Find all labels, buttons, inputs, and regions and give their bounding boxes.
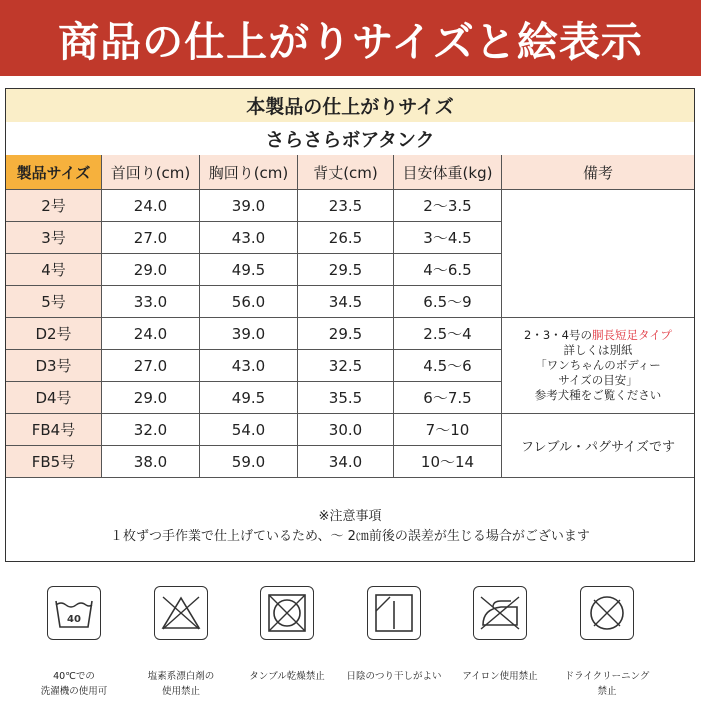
header-remarks: 備考 <box>502 155 694 190</box>
cell-neck: 33.0 <box>102 286 200 318</box>
cell-size: FB4号 <box>6 414 102 446</box>
care-label-dry-clean-1: ドライクリーニング <box>564 671 650 682</box>
table-title: 本製品の仕上がりサイズ <box>6 89 694 123</box>
care-label-bleach-2: 使用禁止 <box>161 686 200 697</box>
remarks-blank <box>502 190 694 318</box>
wash-temp-number: 40 <box>67 614 81 625</box>
no-bleach-icon <box>154 586 208 640</box>
care-label-bleach <box>126 669 236 699</box>
no-dry-clean-icon <box>580 586 634 640</box>
cell-back: 32.5 <box>298 350 394 382</box>
cell-neck: 29.0 <box>102 254 200 286</box>
cell-chest: 49.5 <box>200 382 298 414</box>
cell-size: 4号 <box>6 254 102 286</box>
header-back: 背丈(cm) <box>298 155 394 190</box>
care-label-wash-1: 40℃での <box>53 671 95 682</box>
cell-weight: 6.5〜9 <box>394 286 502 318</box>
notice <box>6 492 694 562</box>
notice-title: ※注意事項 <box>318 509 382 524</box>
cell-chest: 39.0 <box>200 190 298 222</box>
cell-weight: 6〜7.5 <box>394 382 502 414</box>
cell-weight: 4〜6.5 <box>394 254 502 286</box>
care-label-wash-2: 洗濯機の使用可 <box>40 686 108 697</box>
page-title: 商品の仕上がりサイズと絵表示 <box>58 17 643 66</box>
remarks-d-line5: 参考犬種をご覧ください <box>534 388 662 402</box>
product-name: さらさらボアタンク <box>6 122 694 156</box>
remarks-d-line4: サイズの目安」 <box>558 373 638 387</box>
care-label-tumble-1: タンブル乾燥禁止 <box>249 671 325 682</box>
cell-chest: 39.0 <box>200 318 298 350</box>
cell-back: 26.5 <box>298 222 394 254</box>
remarks-d-prefix: 2・3・4号の <box>524 328 592 342</box>
care-label-iron <box>445 669 555 684</box>
remarks-d-highlight: 胴長短足タイプ <box>592 328 672 342</box>
care-label-wash <box>19 669 129 699</box>
cell-chest: 43.0 <box>200 222 298 254</box>
no-iron-icon <box>473 586 527 640</box>
cell-back: 35.5 <box>298 382 394 414</box>
remarks-d-line3: 「ワンちゃんのボディー <box>535 358 661 372</box>
cell-size: 3号 <box>6 222 102 254</box>
care-label-tumble <box>232 669 342 684</box>
care-label-line-dry <box>339 669 449 684</box>
header-size: 製品サイズ <box>6 155 102 190</box>
care-label-dry-clean-2: 禁止 <box>597 686 617 697</box>
header-banner <box>0 0 701 76</box>
cell-weight: 3〜4.5 <box>394 222 502 254</box>
cell-neck: 27.0 <box>102 350 200 382</box>
cell-back: 34.5 <box>298 286 394 318</box>
remarks-d-sizes <box>502 318 694 414</box>
cell-neck: 32.0 <box>102 414 200 446</box>
cell-neck: 27.0 <box>102 222 200 254</box>
no-tumble-dry-icon <box>260 586 314 640</box>
cell-size: FB5号 <box>6 446 102 478</box>
header-neck: 首回り(cm) <box>102 155 200 190</box>
cell-size: D2号 <box>6 318 102 350</box>
cell-back: 29.5 <box>298 254 394 286</box>
remarks-d-line2: 詳しくは別紙 <box>563 343 633 357</box>
cell-neck: 38.0 <box>102 446 200 478</box>
notice-text: １枚ずつ手作業で仕上げているため、～ 2㎝前後の誤差が生じる場合がございます <box>110 529 590 544</box>
cell-back: 29.5 <box>298 318 394 350</box>
remarks-d-line1 <box>524 328 672 343</box>
cell-weight: 2.5〜4 <box>394 318 502 350</box>
care-label-iron-1: アイロン使用禁止 <box>462 671 538 682</box>
cell-weight: 10〜14 <box>394 446 502 478</box>
washing-machine-40-icon <box>47 586 101 640</box>
cell-weight: 7〜10 <box>394 414 502 446</box>
cell-chest: 54.0 <box>200 414 298 446</box>
cell-size: 5号 <box>6 286 102 318</box>
cell-back: 30.0 <box>298 414 394 446</box>
size-table <box>5 88 695 562</box>
cell-back: 34.0 <box>298 446 394 478</box>
cell-back: 23.5 <box>298 190 394 222</box>
cell-chest: 59.0 <box>200 446 298 478</box>
cell-weight: 2〜3.5 <box>394 190 502 222</box>
cell-size: D3号 <box>6 350 102 382</box>
cell-chest: 49.5 <box>200 254 298 286</box>
cell-neck: 24.0 <box>102 190 200 222</box>
header-weight: 目安体重(kg) <box>394 155 502 190</box>
header-chest: 胸回り(cm) <box>200 155 298 190</box>
cell-size: D4号 <box>6 382 102 414</box>
care-label-line-dry-1: 日陰のつり干しがよい <box>346 671 442 682</box>
line-dry-shade-icon <box>367 586 421 640</box>
cell-chest: 56.0 <box>200 286 298 318</box>
remarks-fb-sizes: フレブル・パグサイズです <box>502 414 694 478</box>
cell-chest: 43.0 <box>200 350 298 382</box>
cell-neck: 24.0 <box>102 318 200 350</box>
cell-size: 2号 <box>6 190 102 222</box>
cell-weight: 4.5〜6 <box>394 350 502 382</box>
cell-neck: 29.0 <box>102 382 200 414</box>
care-label-dry-clean <box>552 669 662 699</box>
care-label-bleach-1: 塩素系漂白剤の <box>147 671 215 682</box>
